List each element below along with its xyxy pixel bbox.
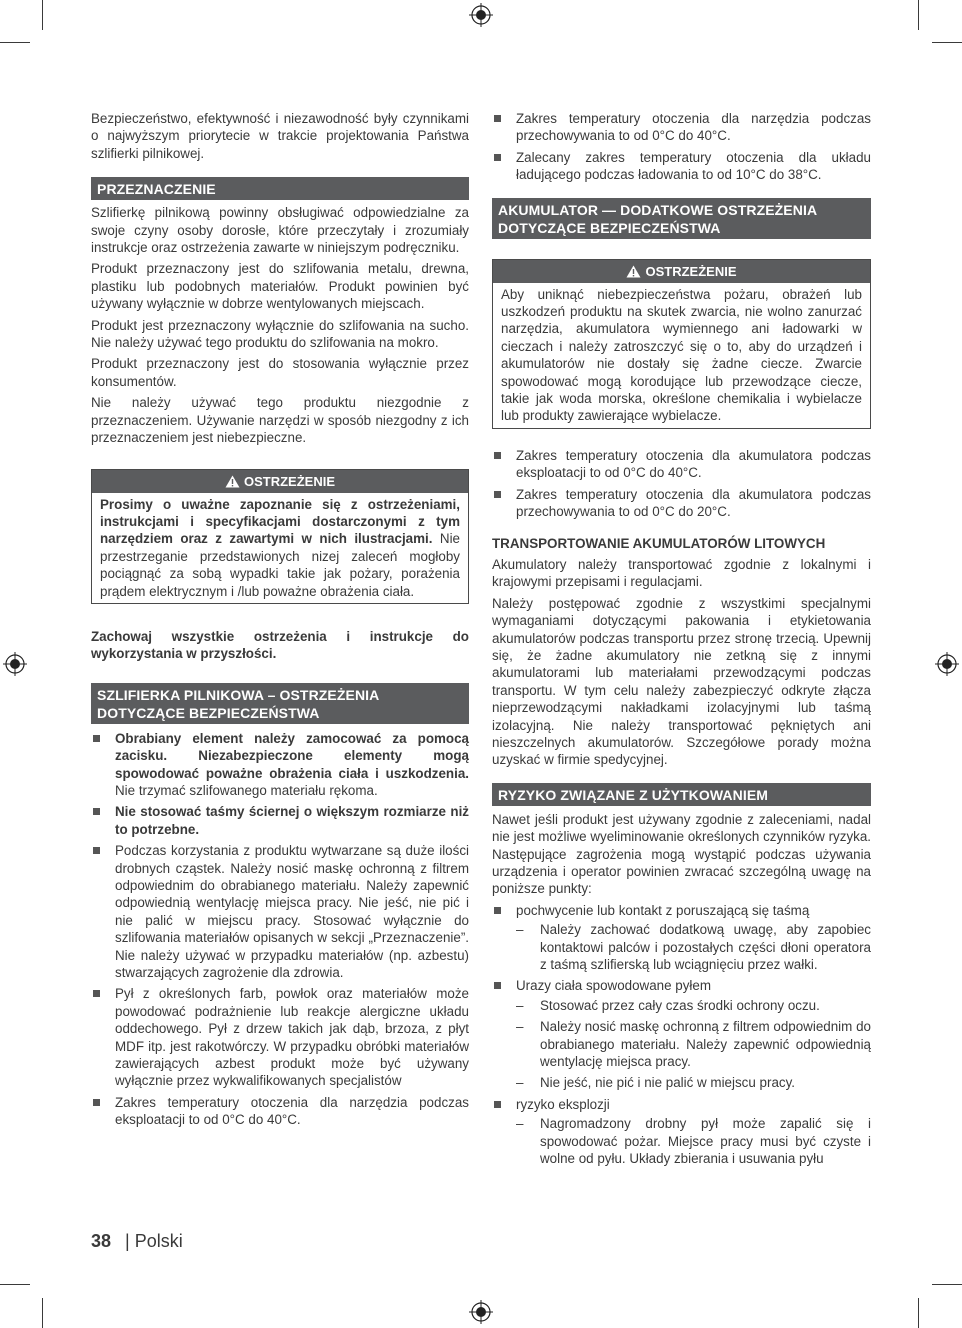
warning-bold-text: Prosimy o uważne zapoznanie się z ostrzeżeniami, instrukcjami i specyfikacjami dostarczonymi z tym narzędziem oraz z zawartymi w nich ilustracjami. bbox=[100, 496, 460, 547]
risk-list bbox=[492, 902, 871, 1168]
risk-paragraph: Nawet jeśli produkt jest używany zgodnie z zaleceniami, nadal nie jest możliwe wyeliminowanie określonych czynników ryzyka. Następujące zagrożenia mogą wystąpić podczas używania urządzenia i operator powinien zwracać szczególną uwagę na poniższe punkty: bbox=[492, 811, 871, 897]
battery-safety-heading bbox=[492, 198, 871, 239]
registration-mark-icon bbox=[469, 3, 493, 27]
temperature-list bbox=[492, 110, 871, 184]
usage-risk-heading-text: RYZYKO ZWIĄZANE Z UŻYTKOWANIEM bbox=[498, 786, 769, 803]
crop-mark bbox=[0, 42, 30, 43]
purpose-paragraph: Szlifierkę pilnikową powinny obsługiwać odpowiedzialne za swoje czyny osoby dorosłe, które przeczytały i zrozumiały instrukcje oraz ostrzeżenia zawarte w niniejszym podręczniku. bbox=[91, 205, 469, 256]
sub-list bbox=[516, 921, 871, 973]
list-item-text: pochwycenie lub kontakt z poruszającą się taśmą bbox=[516, 902, 810, 918]
list-item: Zalecany zakres temperatury otoczenia dla układu ładującego podczas ładowania to od 10°C do 38°C. bbox=[492, 149, 871, 184]
left-column bbox=[91, 110, 469, 1133]
purpose-paragraph: Nie należy używać tego produktu niezgodnie z przeznaczeniem. Używanie narzędzi w sposób niezgodny z ich przeznaczeniem jest niebezpieczne. bbox=[91, 395, 469, 446]
list-item: Zakres temperatury otoczenia dla akumulatora podczas eksploatacji to od 0°C do 40°C. bbox=[492, 447, 871, 482]
sub-list-item: – Nagromadzony drobny pył może zapalić się i spowodować pożar. Miejsce pracy musi być czyste i wolne od pyłu. Układy zbierania i usuwania pyłu bbox=[516, 1115, 871, 1167]
list-item bbox=[492, 902, 871, 974]
warning-header bbox=[493, 260, 870, 283]
list-item bbox=[492, 977, 871, 1091]
warning-triangle-icon bbox=[626, 265, 641, 278]
registration-mark-icon bbox=[935, 652, 959, 676]
list-item: Zakres temperatury otoczenia dla narzędzia podczas eksploatacji to od 0°C do 40°C. bbox=[91, 1094, 469, 1129]
sub-list-item: – Należy nosić maskę ochronną z filtrem odpowiednim do obrabianego materiału. Należy zapewnić odpowiednią wentylację miejsca pracy. bbox=[516, 1018, 871, 1070]
warning-text: Nie przestrzeganie przedstawionych nizej zaleceń mogłoby pociągnąć za sobą wypadki takie jak pożary, porażenia prądem elektrycznym i /lub poważne obrażenia ciała. bbox=[100, 531, 460, 599]
sub-list bbox=[516, 997, 871, 1092]
purpose-heading-text: PRZEZNACZENIE bbox=[97, 181, 216, 198]
crop-mark bbox=[42, 1298, 43, 1328]
page-footer bbox=[91, 1230, 183, 1252]
purpose-paragraph: Produkt przeznaczony jest do stosowania wyłącznie przez konsumentów. bbox=[91, 356, 469, 389]
list-item-bold: Nie stosować taśmy ściernej o większym rozmiarze niż to potrzebne. bbox=[115, 804, 469, 837]
crop-mark bbox=[932, 1284, 962, 1285]
list-item: Zakres temperatury otoczenia dla narzędzia podczas przechowywania to od 0°C do 40°C. bbox=[492, 110, 871, 145]
warning-box bbox=[91, 469, 469, 604]
list-item-text: Nie trzymać szlifowanego materiału rękoma. bbox=[115, 782, 378, 798]
sub-list-item: – Należy zachować dodatkową uwagę, aby zapobiec kontaktowi palców i pozostałych części dłoni operatora z taśmą szlifierską lub wciągnięciu przez wałki. bbox=[516, 921, 871, 973]
registration-mark-icon bbox=[469, 1300, 493, 1324]
sander-safety-list bbox=[91, 730, 469, 1129]
battery-temperature-list bbox=[492, 447, 871, 521]
list-item-bold: Obrabiany element należy zamocować za pomocą zacisku. Niezabezpieczone elementy mogą spowodować poważne obrażenia ciała i uszkodzenia. bbox=[115, 730, 469, 781]
sub-list bbox=[516, 1115, 871, 1167]
list-item: Podczas korzystania z produktu wytwarzane są duże ilości drobnych cząstek. Należy nosić maskę ochronną z filtrem odpowiednim do obrabianego materiału. Należy zapewnić odpowiednią wentylację miejsca pracy. Nie jeść, nie pić i nie palić w miejscu pracy. Stosować wyłącznie do szlifowania materiałów opisanych w sekcji „Przeznaczenie”. Nie należy używać w przypadku materiałów (np. azbestu) stwarzających zagrożenie dla zdrowia. bbox=[91, 842, 469, 981]
sander-heading-line: SZLIFIERKA PILNIKOWA – OSTRZEŻENIA bbox=[97, 686, 380, 703]
list-item-text: Urazy ciała spowodowane pyłem bbox=[516, 978, 712, 994]
registration-mark-icon bbox=[3, 652, 27, 676]
warning-body: Aby uniknąć niebezpieczeństwa pożaru, obrażeń lub uszkodzeń produktu na skutek zwarcia, nie wolno zanurzać narzędzia, akumulatora wymiennego ani ładowarki w cieczach i należy zatroszczyć się o to, aby do urządzeń i akumulatorów nie dostały się żadne ciecze. Zwarcie spowodować mogą korodujące lub przewodzące ciecze, takie jak woda morska, określone chemikalia i wybielacze lub produkty zawierające wybielacze. bbox=[501, 286, 862, 424]
warning-box bbox=[492, 259, 871, 429]
intro-paragraph: Bezpieczeństwo, efektywność i niezawodność były czynnikami o najwyższym priorytecie w trakcie projektowania Państwa szlifierki pilnikowej. bbox=[91, 111, 469, 161]
sub-list-item: – Stosować przez cały czas środki ochrony oczu. bbox=[516, 997, 871, 1014]
transport-heading: TRANSPORTOWANIE AKUMULATORÓW LITOWYCH bbox=[492, 535, 826, 551]
warning-body bbox=[92, 493, 468, 603]
list-item: Zakres temperatury otoczenia dla akumulatora podczas przechowywania to od 0°C do 20°C. bbox=[492, 486, 871, 521]
crop-mark bbox=[932, 42, 962, 43]
purpose-paragraph: Produkt przeznaczony jest do szlifowania metalu, drewna, plastiku lub podobnych materiałów. Produkt powinien być używany wyłącznie w dobrze wentylowanych miejscach. bbox=[91, 261, 469, 312]
list-item bbox=[91, 730, 469, 800]
sander-heading-line: DOTYCZĄCE BEZPIECZEŃSTWA bbox=[97, 704, 320, 721]
usage-risk-heading bbox=[492, 783, 871, 806]
sander-safety-heading bbox=[91, 683, 469, 724]
battery-heading-line: AKUMULATOR — DODATKOWE OSTRZEŻENIA bbox=[498, 201, 818, 218]
list-item bbox=[492, 1096, 871, 1168]
warning-title: OSTRZEŻENIE bbox=[243, 473, 335, 489]
purpose-paragraph: Produkt jest przeznaczony wyłącznie do szlifowania na sucho. Nie należy używać tego produktu do szlifowania na mokro. bbox=[91, 317, 469, 351]
list-item: Pył z określonych farb, powłok oraz materiałów może powodować podrażnienie lub reakcje alergiczne układu oddechowego. Pył z drzew takich jak dąb, brzoza, z płyt MDF itp. jest rakotwórczy. W przypadku obróbki materiałów zawierających azbest produkt może być używany wyłącznie przez wykwalifikowanych specjalistów bbox=[91, 985, 469, 1089]
crop-mark bbox=[918, 0, 919, 30]
keep-instructions-note: Zachowaj wszystkie ostrzeżenia i instrukcje do wykorzystania w przyszłości. bbox=[91, 628, 469, 662]
warning-triangle-icon bbox=[225, 475, 240, 488]
right-column bbox=[492, 110, 871, 1172]
transport-paragraph: Należy postępować zgodnie z wszystkimi specjalnymi wymaganiami dotyczącymi pakowania i etykietowania akumulatorów podczas transportu przez stronę trzecią. Upewnij się, że żadne akumulatory nie zetkną się z innymi akumulatorami lub materiałami przewodzącymi podczas transportu. W tym celu należy zabezpieczyć odkryte złącza nieprzewodzącymi nakładkami izolacyjnymi lub taśmą izolacyjną. Nie należy transportować pękniętych ani nieszczelnych akumulatorów. Szczegółowe porady można uzyskać w firmie spedycyjnej. bbox=[492, 595, 871, 768]
battery-heading-line: DOTYCZĄCE BEZPIECZEŃSTWA bbox=[498, 219, 721, 236]
crop-mark bbox=[918, 1298, 919, 1328]
page-number: 38 bbox=[91, 1231, 112, 1251]
sub-list-item: – Nie jeść, nie pić i nie palić w miejscu pracy. bbox=[516, 1074, 871, 1091]
warning-header bbox=[92, 470, 468, 493]
transport-paragraph: Akumulatory należy transportować zgodnie z lokalnymi i krajowymi przepisami i regulacjami. bbox=[492, 556, 871, 590]
crop-mark bbox=[0, 1284, 30, 1285]
crop-mark bbox=[42, 0, 43, 30]
footer-language: | Polski bbox=[125, 1231, 183, 1251]
list-item bbox=[91, 803, 469, 838]
warning-title: OSTRZEŻENIE bbox=[645, 263, 737, 279]
list-item-text: ryzyko eksplozji bbox=[516, 1096, 610, 1112]
purpose-heading bbox=[91, 177, 469, 200]
